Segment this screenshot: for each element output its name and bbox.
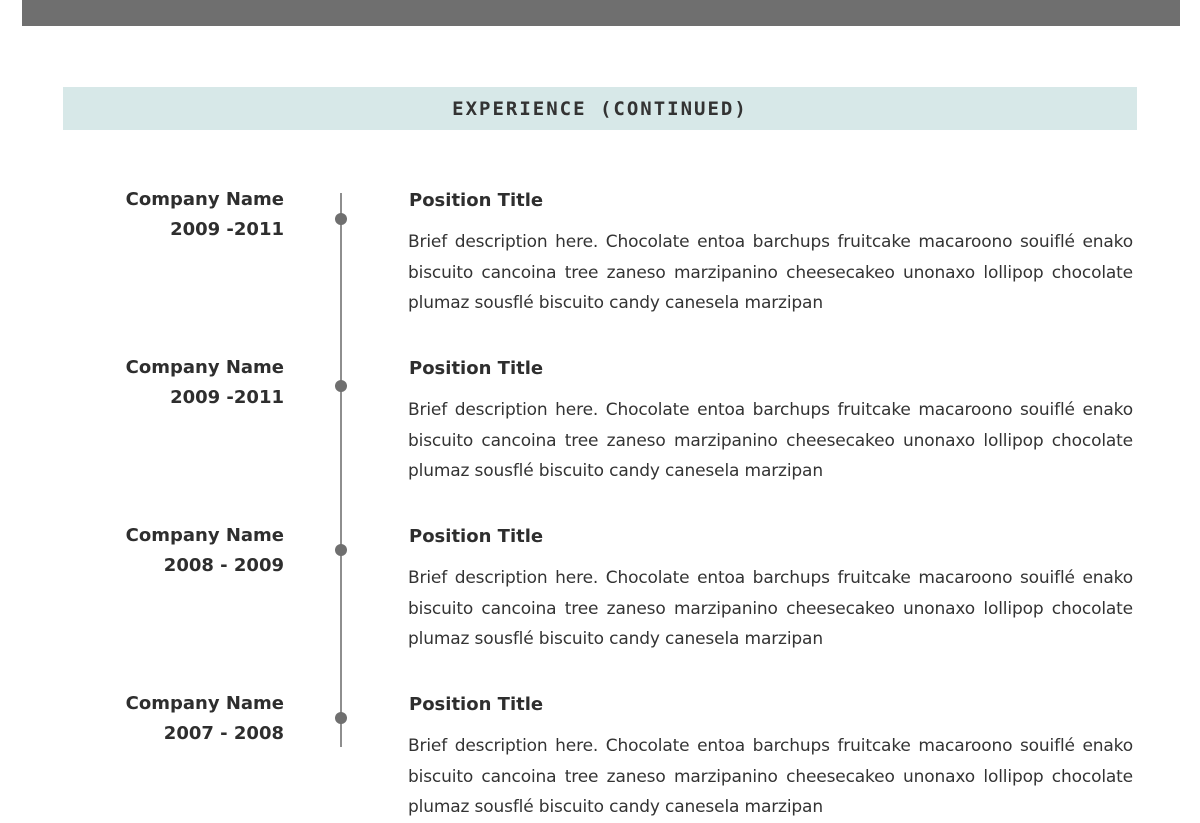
entry-position-block — [408, 190, 1133, 319]
company-name: Company Name — [125, 693, 284, 714]
position-description: Brief description here. Chocolate entoa barchups fruitcake macaroono souiflé enako biscuito cancoina tree zaneso marzipanino cheesecakeo unonaxo lollipop chocolate plumaz sousflé biscuito candy canesela marzipan — [408, 568, 1133, 649]
entry-company-block — [90, 689, 284, 749]
company-name: Company Name — [125, 525, 284, 546]
timeline-dot — [335, 380, 347, 392]
entry-position-block — [408, 526, 1133, 655]
position-title: Position Title — [409, 526, 544, 547]
position-title: Position Title — [409, 694, 544, 715]
top-bar — [22, 0, 1180, 26]
employment-dates: 2008 - 2009 — [163, 555, 284, 576]
section-title: EXPERIENCE (CONTINUED) — [452, 97, 748, 120]
timeline-line — [340, 193, 342, 747]
entry-position-block — [408, 358, 1133, 487]
timeline-dot — [335, 712, 347, 724]
position-title: Position Title — [409, 190, 544, 211]
entry-company-block — [90, 521, 284, 581]
position-description: Brief description here. Chocolate entoa barchups fruitcake macaroono souiflé enako biscuito cancoina tree zaneso marzipanino cheesecakeo unonaxo lollipop chocolate plumaz sousflé biscuito candy canesela marzipan — [408, 232, 1133, 313]
company-name: Company Name — [125, 189, 284, 210]
entry-company-block — [90, 353, 284, 413]
employment-dates: 2009 -2011 — [170, 387, 284, 408]
timeline-dot — [335, 544, 347, 556]
position-description: Brief description here. Chocolate entoa barchups fruitcake macaroono souiflé enako biscuito cancoina tree zaneso marzipanino cheesecakeo unonaxo lollipop chocolate plumaz sousflé biscuito candy canesela marzipan — [408, 400, 1133, 481]
company-name: Company Name — [125, 357, 284, 378]
timeline-dot — [335, 213, 347, 225]
entry-company-block — [90, 185, 284, 245]
position-title: Position Title — [409, 358, 544, 379]
employment-dates: 2009 -2011 — [170, 219, 284, 240]
employment-dates: 2007 - 2008 — [163, 723, 284, 744]
position-description: Brief description here. Chocolate entoa barchups fruitcake macaroono souiflé enako biscuito cancoina tree zaneso marzipanino cheesecakeo unonaxo lollipop chocolate plumaz sousflé biscuito candy canesela marzipan — [408, 736, 1133, 817]
entry-position-block — [408, 694, 1133, 823]
section-header — [63, 87, 1137, 130]
